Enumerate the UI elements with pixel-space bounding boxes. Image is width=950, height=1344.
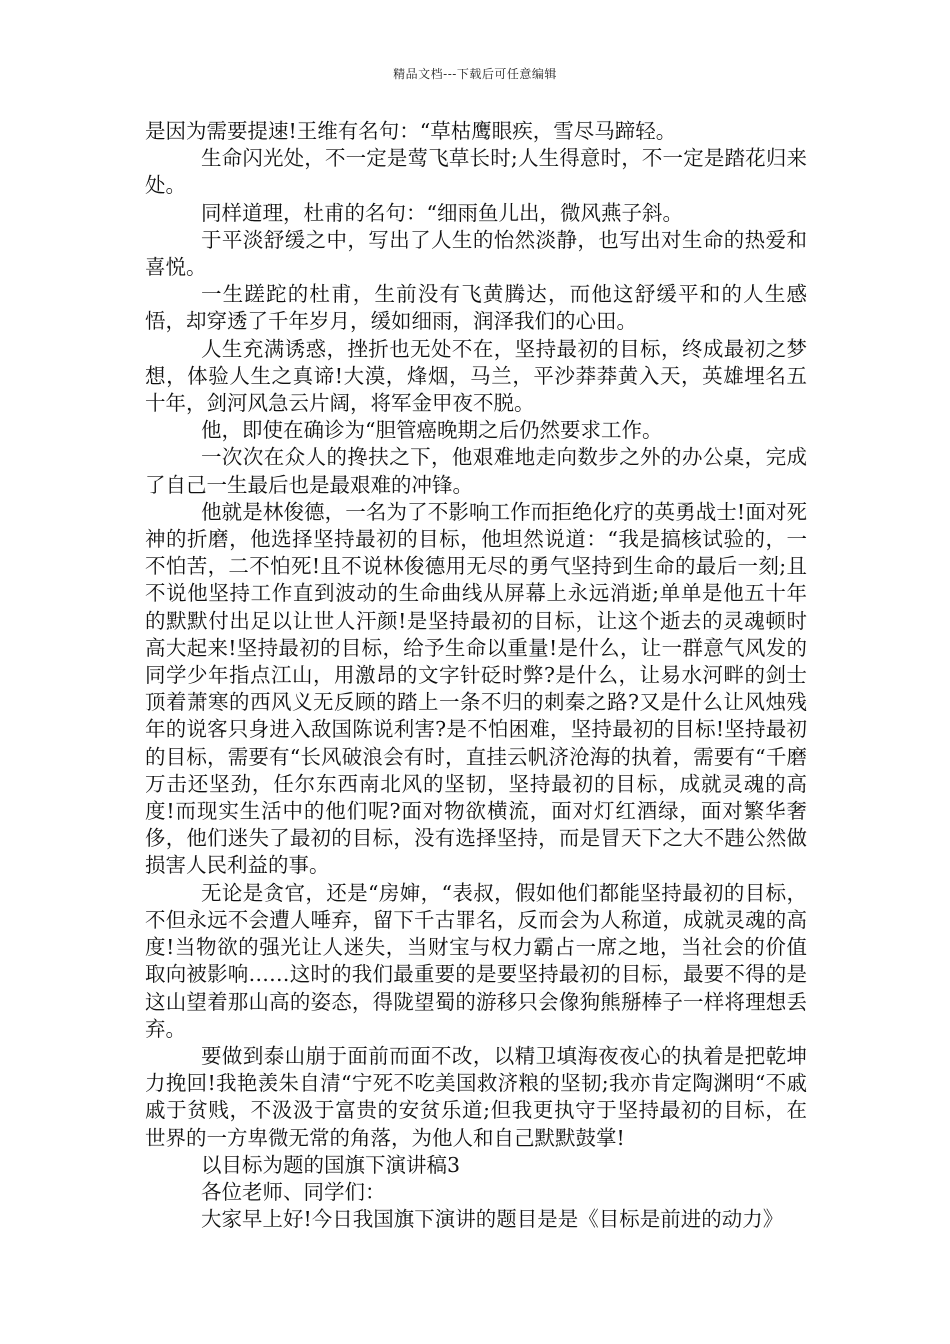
paragraph: 一生蹉跎的杜甫，生前没有飞黄腾达，而他这舒缓平和的人生感悟，却穿透了千年岁月，缓如细雨，润泽我们的心田。 xyxy=(145,282,807,334)
salutation: 各位老师、同学们： xyxy=(201,1179,386,1204)
paragraph: 无论是贪官，还是“房婶，“表叔，假如他们都能坚持最初的目标，不但永远不会遭人唾弃，留下千古罪名，反而会为人称道，成就灵魂的高度!当物欲的强光让人迷失，当财宝与权力霸占一席之地，当社会的价值取向被影响……这时的我们最重要的是要坚持最初的目标，最要不得的是这山望着那山高的姿态，得陇望蜀的游移只会像狗熊掰棒子一样将理想丢弃。 xyxy=(145,880,807,1041)
paragraph: 生命闪光处，不一定是莺飞草长时;人生得意时，不一定是踏花归来处。 xyxy=(145,146,807,198)
paragraph: 于平淡舒缓之中，写出了人生的怡然淡静，也写出对生命的热爱和喜悦。 xyxy=(145,227,807,280)
paragraph: 大家早上好!今日我国旗下演讲的题目是是《目标是前进的动力》 xyxy=(201,1207,784,1232)
page-header: 精品文档---下载后可任意编辑 xyxy=(393,67,557,81)
paragraph: 一次次在众人的搀扶之下，他艰难地走向数步之外的办公桌，完成了自己一生最后也是最艰难的冲锋。 xyxy=(145,445,807,497)
paragraph: 要做到泰山崩于面前而面不改，以精卫填海夜夜心的执着是把乾坤力挽回!我艳羡朱自清“宁死不吃美国救济粮的坚韧;我亦肯定陶渊明“不戚戚于贫贱，不汲汲于富贵的安贫乐道;但我更执守于坚持最初的目标，在世界的一方卑微无常的角落，为他人和自己默默鼓掌! xyxy=(145,1043,807,1150)
paragraph: 是因为需要提速!王维有名句：“草枯鹰眼疾，雪尽马蹄轻。 xyxy=(145,119,677,143)
paragraph: 同样道理，杜甫的名句：“细雨鱼儿出，微风燕子斜。 xyxy=(201,200,683,225)
document-body xyxy=(145,118,807,1233)
paragraph: 他，即使在确诊为“胆管癌晚期之后仍然要求工作。 xyxy=(201,418,663,443)
paragraph: 人生充满诱惑，挫折也无处不在，坚持最初的目标，终成最初之梦想，体验人生之真谛!大漠，烽烟，马兰，平沙莽莽黄入天，英雄埋名五十年，剑河风急云片阔，将军金甲夜不脱。 xyxy=(145,336,807,416)
section-title: 以目标为题的国旗下演讲稿3 xyxy=(201,1152,461,1177)
paragraph: 他就是林俊德，一名为了不影响工作而拒绝化疗的英勇战士!面对死神的折磨，他选择坚持最初的目标，他坦然说道：“我是搞核试验的，一不怕苦，二不怕死!且不说林俊德用无尽的勇气坚持到生命的最后一刻;且不说他坚持工作直到波动的生命曲线从屏幕上永远消逝;单单是他五十年的默默付出足以让世人汗颜!是坚持最初的目标，让这个逝去的灵魂顿时高大起来!坚持最初的目标，给予生命以重量!是什么，让一群意气风发的同学少年指点江山，用激昂的文字针砭时弊?是什么，让易水河畔的剑士顶着萧寒的西风义无反顾的踏上一条不归的刺秦之路?又是什么让风烛残年的说客只身进入敌国陈说利害?是不怕困难，坚持最初的目标!坚持最初的目标，需要有“长风破浪会有时，直挂云帆济沧海的执着，需要有“千磨万击还坚劲，任尔东西南北风的坚韧，坚持最初的目标，成就灵魂的高度!而现实生活中的他们呢?面对物欲横流，面对灯红酒绿，面对繁华奢侈，他们迷失了最初的目标，没有选择坚持，而是冒天下之大不韪公然做损害人民利益的事。 xyxy=(145,499,807,878)
